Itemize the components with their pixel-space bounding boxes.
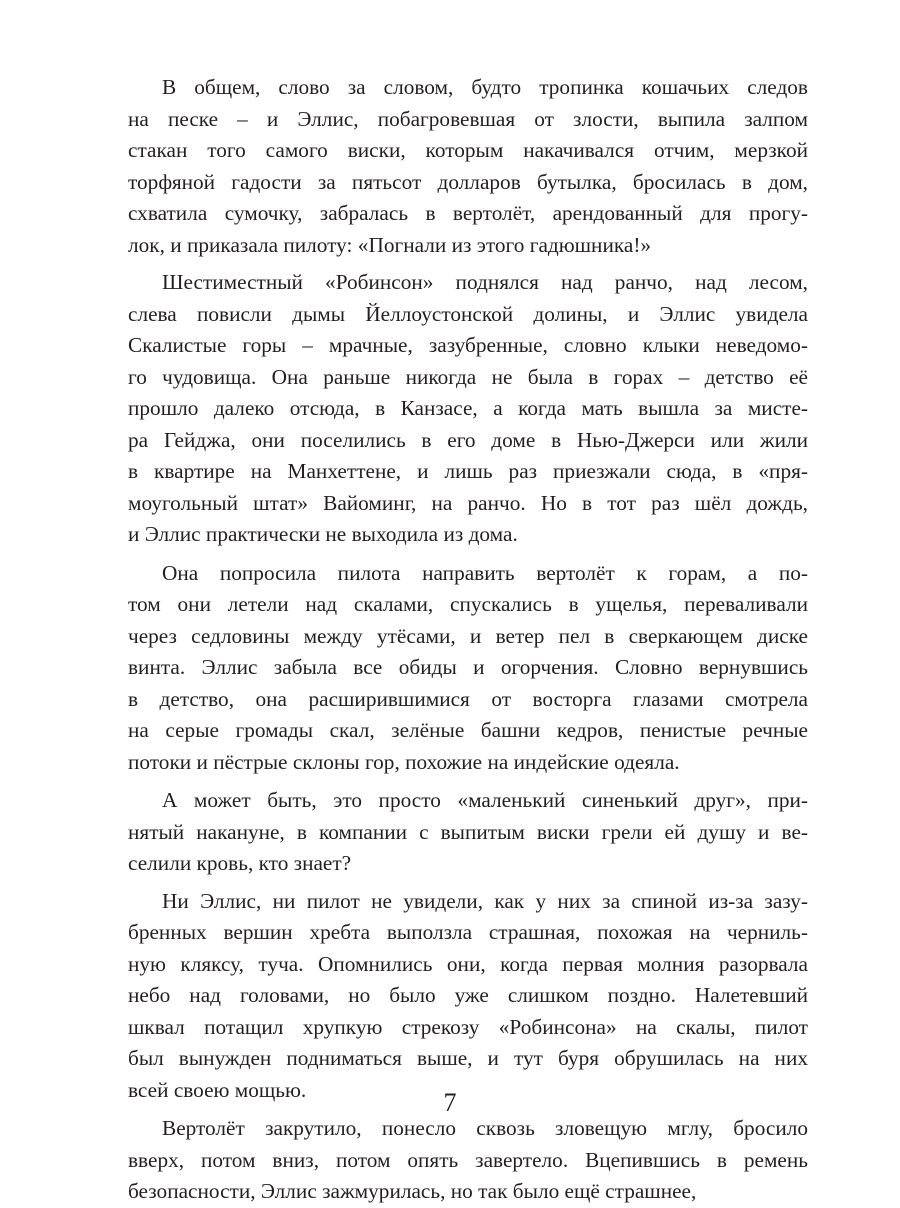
text-line: нятый накануне, в компании с выпитым виски грели ей душу и ве- — [128, 819, 808, 844]
text-line: на серые громады скал, зелёные башни кедров, пенистые речные — [128, 718, 808, 742]
page-number: 7 — [443, 1088, 457, 1117]
text-line: селили кровь, кто знает? — [128, 851, 352, 875]
text-line: безопасности, Эллис зажмурилась, но так было ещё страшнее, — [128, 1179, 697, 1203]
page-text — [128, 72, 808, 1208]
text-line: Шестиместный «Робинсон» поднялся над ранчо, над лесом, — [162, 270, 808, 294]
text-line: схватила сумочку, забралась в вертолёт, арендованный для прогу- — [128, 201, 808, 225]
text-line: в детство, она расширившимися от восторга глазами смотрела — [128, 686, 808, 711]
paragraph — [128, 72, 808, 261]
text-line: прошло далеко отсюда, в Канзасе, а когда мать вышла за мисте- — [128, 396, 808, 420]
text-line: всей своею мощью. — [128, 1077, 307, 1102]
paragraph — [128, 1113, 808, 1208]
text-line: ра Гейджа, они поселились в его доме в Нью-Джерси или жили — [128, 427, 808, 452]
text-line: через седловины между утёсами, и ветер пел в сверкающем диске — [128, 623, 808, 648]
text-line: в квартире на Манхеттене, и лишь раз приезжали сюда, в «пря- — [128, 459, 808, 483]
text-line: Скалистые горы – мрачные, зазубренные, словно клыки неведомо- — [128, 333, 808, 357]
paragraph — [128, 558, 808, 779]
text-line: А может быть, это просто «маленький синенький друг», при- — [162, 788, 808, 812]
text-line: Она попросила пилота направить вертолёт к горам, а по- — [162, 560, 808, 585]
text-line: винта. Эллис забыла все обиды и огорчения. Словно вернувшись — [128, 655, 808, 679]
text-line: на песке – и Эллис, побагровевшая от злости, выпила залпом — [128, 106, 808, 131]
text-line: небо над головами, но было уже слишком поздно. Налетевший — [128, 983, 808, 1007]
text-line: ную кляксу, туча. Опомнились они, когда первая молния разорвала — [128, 951, 808, 976]
paragraph — [128, 886, 808, 1107]
text-line: стакан того самого виски, которым накачивался отчим, мерзкой — [128, 138, 808, 162]
paragraph — [128, 267, 808, 551]
text-line: и Эллис практически не выходила из дома. — [128, 522, 518, 546]
text-line: Вертолёт закрутило, понесло сквозь зловещую мглу, бросило — [162, 1116, 808, 1140]
text-line: потоки и пёстрые склоны гор, похожие на индейские одеяла. — [128, 749, 680, 774]
text-line: слева повисли дымы Йеллоустонской долины, и Эллис увидела — [128, 301, 808, 326]
text-line: шквал потащил хрупкую стрекозу «Робинсона» на скалы, пилот — [128, 1014, 808, 1039]
text-line: вверх, потом вниз, потом опять завертело. Вцепившись в ремень — [128, 1147, 808, 1172]
text-line: бренных вершин хребта выползла страшная, похожая на черниль- — [128, 920, 808, 944]
text-line: был вынужден подниматься выше, и тут буря обрушилась на них — [128, 1046, 808, 1070]
text-line: го чудовища. Она раньше никогда не была в горах – детство её — [128, 364, 808, 389]
text-line: Ни Эллис, ни пилот не увидели, как у них за спиной из-за зазу- — [162, 888, 808, 913]
text-line: В общем, слово за словом, будто тропинка кошачьих следов — [162, 75, 808, 99]
text-line: том они летели над скалами, спускались в ущелья, переваливали — [128, 592, 808, 616]
text-line: лок, и приказала пилоту: «Погнали из этого гадюшника!» — [128, 232, 652, 257]
paragraph — [128, 785, 808, 880]
text-line: торфяной гадости за пятьсот долларов бутылка, бросилась в дом, — [128, 169, 808, 194]
text-line: моугольный штат» Вайоминг, на ранчо. Но в тот раз шёл дождь, — [128, 490, 808, 515]
